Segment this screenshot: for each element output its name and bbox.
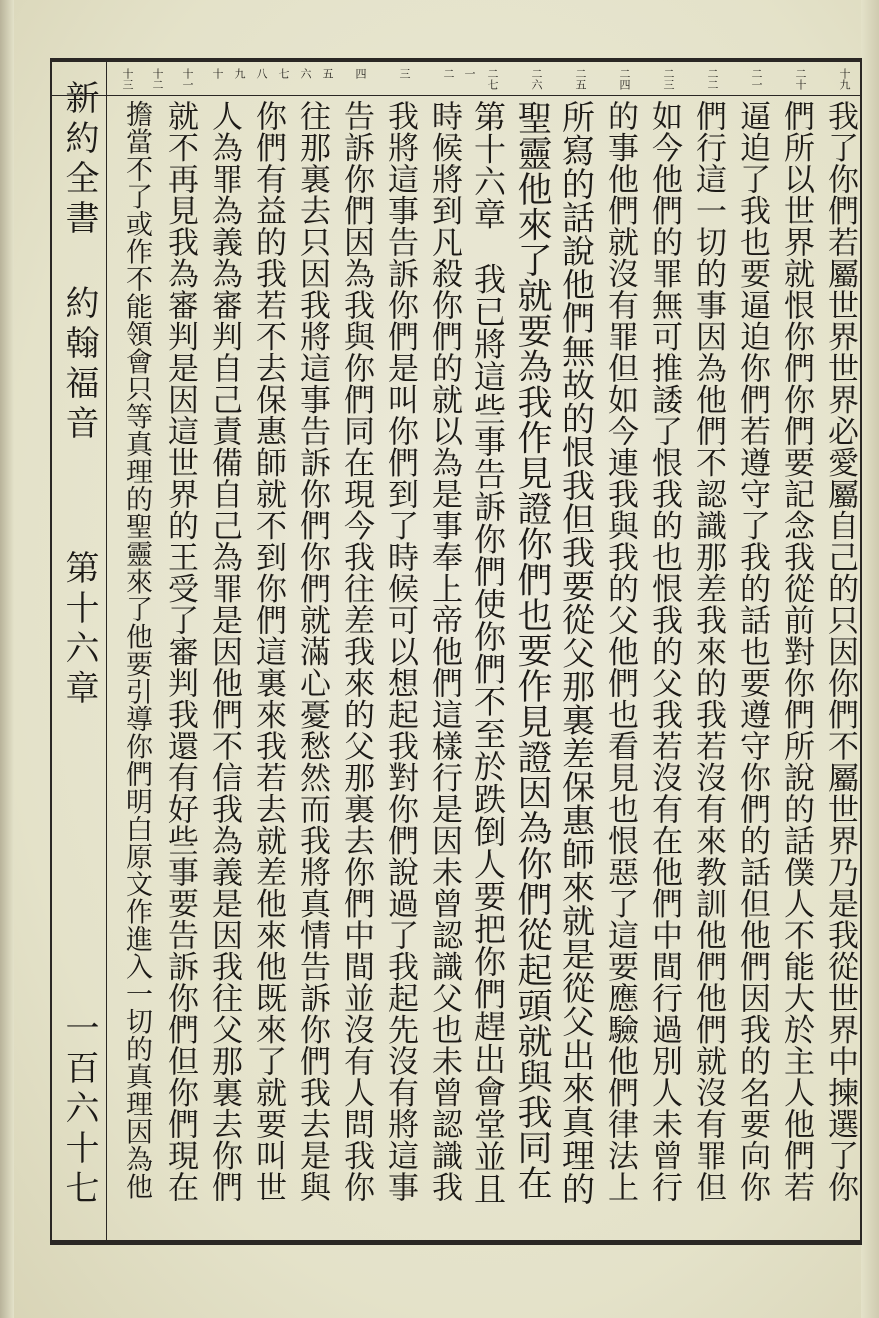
verse-number: 六: [299, 68, 312, 79]
text-column: 你們有益的我若不去保惠師就不到你們這裏來我若去就差他來他既來了就要叫世: [250, 100, 286, 1203]
verse-number-rule: [50, 95, 862, 96]
verse-number: 十三: [121, 68, 134, 90]
bottom-rule: [50, 1240, 862, 1245]
left-border: [50, 58, 52, 1245]
header-divider: [106, 58, 107, 1245]
text-column: 第十六章 我已將這些事告訴你們使你們不至於跌倒人要把你們趕出會堂並且: [469, 100, 507, 1205]
text-column: 擔當不了或作不能領會只等真理的聖靈來了他要引導你們明白原文作進入一切的真理因為他: [121, 100, 152, 1200]
text-column: 告訴你們因為我與你們同在現今我往差我來的父那裏去你們中間並沒有人問我你: [338, 100, 374, 1203]
verse-number: 一: [463, 68, 476, 79]
verse-number: 三: [398, 68, 411, 79]
text-column: 如今他們的罪無可推諉了恨我的也恨我的父我若沒有在他們中間行過別人未曾行: [646, 100, 682, 1203]
verse-number: 二十: [794, 68, 807, 90]
binding-shadow: [0, 0, 14, 1318]
verse-number: 七: [277, 68, 290, 79]
text-column: 聖靈他來了就要為我作見證你們也要作見證因為你們從起頭就與我同在: [512, 100, 552, 1201]
verse-number: 二一: [750, 68, 763, 90]
chapter-heading: 第十六章: [59, 550, 99, 710]
text-column: 們行這一切的事因為他們不認識那差我來的我若沒有來教訓他們他們就沒有罪但: [690, 100, 726, 1203]
text-column: 時候將到凡殺你們的就以為是事奉上帝他們這樣行是因未曾認識父也未曾認識我: [426, 100, 462, 1203]
text-column: 逼迫了我也要逼迫你們若遵守了我的話也要遵守你們的話但他們因我的名要向你: [734, 100, 770, 1203]
book-title: 約翰福音: [59, 285, 99, 445]
verse-number: 二: [442, 68, 455, 79]
text-column: 我了你們若屬世界世界必愛屬自己的只因你們不屬世界乃是我從世界中揀選了你: [822, 100, 858, 1203]
page-number: 一百六十七: [59, 1010, 99, 1210]
verse-number: 二六: [530, 68, 543, 90]
book-collection-title: 新約全書: [59, 80, 99, 240]
top-rule: [50, 58, 862, 62]
running-header: [60, 80, 98, 1240]
verse-number: 五: [321, 68, 334, 79]
text-column: 往那裏去只因我將這事告訴你們你們就滿心憂愁然而我將真情告訴你們我去是與: [294, 100, 330, 1203]
verse-number: 十一: [181, 68, 194, 90]
page-edge: [861, 0, 879, 1318]
text-column: 所寫的話說他們無故的恨我但我要從父那裏差保惠師來就是從父出來真理的: [557, 100, 596, 1206]
verse-number: 二二: [706, 68, 719, 90]
verse-number: 九: [233, 68, 246, 79]
verse-number: 四: [354, 68, 367, 79]
verse-number: 二五: [574, 68, 587, 90]
verse-number: 二四: [618, 68, 631, 90]
text-column: 就不再見我為審判是因這世界的王受了審判我還有好些事要告訴你們但你們現在: [162, 100, 198, 1203]
text-column: 的事他們就沒有罪但如今連我與我的父他們也看見也恨惡了這要應驗他們律法上: [602, 100, 638, 1203]
verse-number-strip: [112, 66, 862, 92]
verse-number: 八: [255, 68, 268, 79]
scripture-text: [112, 100, 862, 1230]
verse-number: 二七: [486, 68, 499, 90]
verse-number: 二三: [662, 68, 675, 90]
text-column: 人為罪為義為審判自己責備自己為罪是因他們不信我為義是因我往父那裏去你們: [206, 100, 242, 1203]
text-column: 們所以世界就恨你們你們要記念我從前對你們所說的話僕人不能大於主人他們若: [778, 100, 814, 1203]
verse-number: 十二: [151, 68, 164, 90]
text-column: 我將這事告訴你們是叫你們到了時候可以想起我對你們說過了我起先沒有將這事: [382, 100, 418, 1203]
verse-number: 十九: [838, 68, 851, 90]
verse-number: 十: [211, 68, 224, 79]
